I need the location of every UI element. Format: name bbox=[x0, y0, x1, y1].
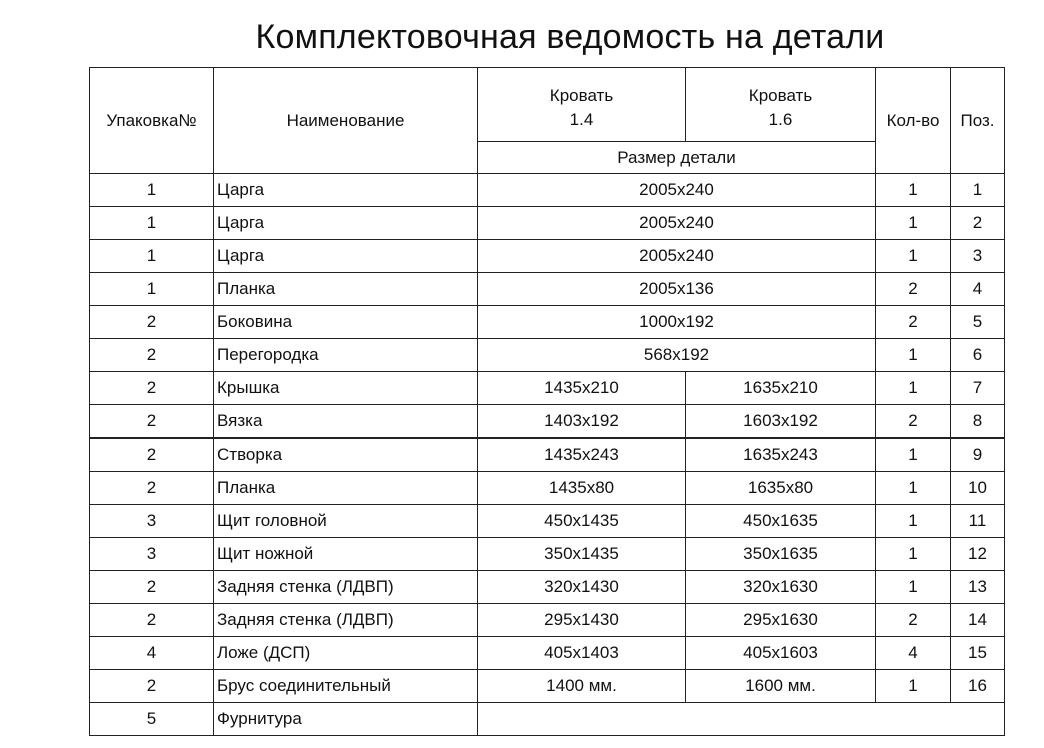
cell-package: 2 bbox=[90, 438, 214, 472]
table-row bbox=[90, 339, 1005, 372]
header-pos: Поз. bbox=[951, 68, 1005, 174]
cell-package: 1 bbox=[90, 174, 214, 207]
cell-size: 2005x240 bbox=[478, 174, 876, 207]
header-qty: Кол-во bbox=[876, 68, 951, 174]
cell-size-1-6: 1603x192 bbox=[686, 405, 876, 439]
cell-pos: 11 bbox=[951, 505, 1005, 538]
cell-size: 568x192 bbox=[478, 339, 876, 372]
cell-name: Вязка bbox=[214, 405, 478, 439]
table-row bbox=[90, 174, 1005, 207]
cell-package: 4 bbox=[90, 637, 214, 670]
table-row bbox=[90, 240, 1005, 273]
cell-size-1-6: 1635x210 bbox=[686, 372, 876, 405]
cell-name: Створка bbox=[214, 438, 478, 472]
cell-size: 1000x192 bbox=[478, 306, 876, 339]
cell-pos: 13 bbox=[951, 571, 1005, 604]
cell-qty: 1 bbox=[876, 538, 951, 571]
parts-table-body bbox=[90, 68, 1005, 736]
cell-qty: 1 bbox=[876, 438, 951, 472]
cell-pos: 6 bbox=[951, 339, 1005, 372]
table-row bbox=[90, 505, 1005, 538]
table-row bbox=[90, 207, 1005, 240]
header-bed-1-4: Кровать 1.4 bbox=[478, 68, 686, 142]
header-package: Упаковка№ bbox=[90, 68, 214, 174]
cell-package: 2 bbox=[90, 571, 214, 604]
cell-name: Ложе (ДСП) bbox=[214, 637, 478, 670]
cell-qty: 1 bbox=[876, 240, 951, 273]
cell-qty: 2 bbox=[876, 306, 951, 339]
table-row bbox=[90, 405, 1005, 439]
cell-pos: 7 bbox=[951, 372, 1005, 405]
cell-pos: 1 bbox=[951, 174, 1005, 207]
cell-size-1-4: 295x1430 bbox=[478, 604, 686, 637]
cell-size-1-6: 450x1635 bbox=[686, 505, 876, 538]
cell-size-1-6: 320x1630 bbox=[686, 571, 876, 604]
table-row bbox=[90, 637, 1005, 670]
cell-pos: 16 bbox=[951, 670, 1005, 703]
cell-qty: 1 bbox=[876, 339, 951, 372]
cell-name: Планка bbox=[214, 273, 478, 306]
cell-size-1-4: 1435x80 bbox=[478, 472, 686, 505]
cell-package: 2 bbox=[90, 306, 214, 339]
cell-qty: 1 bbox=[876, 174, 951, 207]
cell-size-1-4: 1400 мм. bbox=[478, 670, 686, 703]
cell-name: Перегородка bbox=[214, 339, 478, 372]
header-name: Наименование bbox=[214, 68, 478, 174]
cell-qty: 1 bbox=[876, 207, 951, 240]
cell-qty: 1 bbox=[876, 670, 951, 703]
cell-package: 2 bbox=[90, 472, 214, 505]
cell-size: 2005x240 bbox=[478, 240, 876, 273]
cell-name: Щит ножной bbox=[214, 538, 478, 571]
cell-package: 5 bbox=[90, 703, 214, 736]
cell-size-1-6: 405x1603 bbox=[686, 637, 876, 670]
cell-pos: 9 bbox=[951, 438, 1005, 472]
cell-package: 1 bbox=[90, 273, 214, 306]
cell-size-1-4: 350x1435 bbox=[478, 538, 686, 571]
cell-pos: 4 bbox=[951, 273, 1005, 306]
cell-name: Крышка bbox=[214, 372, 478, 405]
table-row bbox=[90, 604, 1005, 637]
cell-qty: 1 bbox=[876, 571, 951, 604]
cell-size-1-6: 295x1630 bbox=[686, 604, 876, 637]
cell-name: Щит головной bbox=[214, 505, 478, 538]
cell-name: Царга bbox=[214, 240, 478, 273]
cell-qty: 1 bbox=[876, 505, 951, 538]
cell-size-1-4: 1435x243 bbox=[478, 438, 686, 472]
cell-package: 2 bbox=[90, 339, 214, 372]
cell-name: Задняя стенка (ЛДВП) bbox=[214, 571, 478, 604]
cell-pos: 12 bbox=[951, 538, 1005, 571]
cell-package: 3 bbox=[90, 505, 214, 538]
cell-package: 1 bbox=[90, 207, 214, 240]
cell-size-1-4: 320x1430 bbox=[478, 571, 686, 604]
table-row bbox=[90, 571, 1005, 604]
cell-size-1-4: 405x1403 bbox=[478, 637, 686, 670]
table-row bbox=[90, 306, 1005, 339]
cell-package: 2 bbox=[90, 604, 214, 637]
cell-package: 2 bbox=[90, 670, 214, 703]
cell-pos: 8 bbox=[951, 405, 1005, 439]
cell-pos: 3 bbox=[951, 240, 1005, 273]
cell-size: 2005x240 bbox=[478, 207, 876, 240]
cell-package: 3 bbox=[90, 538, 214, 571]
cell-name: Боковина bbox=[214, 306, 478, 339]
cell-qty: 1 bbox=[876, 372, 951, 405]
cell-name: Брус соединительный bbox=[214, 670, 478, 703]
cell-pos: 5 bbox=[951, 306, 1005, 339]
cell-qty: 2 bbox=[876, 604, 951, 637]
parts-table bbox=[89, 67, 1005, 736]
cell-size-1-4: 450x1435 bbox=[478, 505, 686, 538]
cell-package: 2 bbox=[90, 405, 214, 439]
cell-size-1-6: 1600 мм. bbox=[686, 670, 876, 703]
cell-pos: 14 bbox=[951, 604, 1005, 637]
cell-size-1-6: 1635x243 bbox=[686, 438, 876, 472]
cell-package: 1 bbox=[90, 240, 214, 273]
table-row bbox=[90, 538, 1005, 571]
header-size: Размер детали bbox=[478, 142, 876, 174]
cell-size: 2005x136 bbox=[478, 273, 876, 306]
cell-name: Царга bbox=[214, 174, 478, 207]
cell-qty: 2 bbox=[876, 405, 951, 439]
cell-size-1-6: 1635x80 bbox=[686, 472, 876, 505]
page-title: Комплектовочная ведомость на детали bbox=[255, 18, 885, 56]
cell-name: Планка bbox=[214, 472, 478, 505]
table-row bbox=[90, 273, 1005, 306]
cell-package: 2 bbox=[90, 372, 214, 405]
cell-name: Задняя стенка (ЛДВП) bbox=[214, 604, 478, 637]
cell-size-1-4: 1403x192 bbox=[478, 405, 686, 439]
table-row bbox=[90, 438, 1005, 472]
cell-empty bbox=[478, 703, 1005, 736]
cell-qty: 4 bbox=[876, 637, 951, 670]
cell-name: Фурнитура bbox=[214, 703, 478, 736]
cell-pos: 15 bbox=[951, 637, 1005, 670]
cell-pos: 2 bbox=[951, 207, 1005, 240]
table-row bbox=[90, 372, 1005, 405]
cell-qty: 1 bbox=[876, 472, 951, 505]
table-row bbox=[90, 472, 1005, 505]
table-row bbox=[90, 703, 1005, 736]
cell-name: Царга bbox=[214, 207, 478, 240]
cell-pos: 10 bbox=[951, 472, 1005, 505]
cell-size-1-6: 350x1635 bbox=[686, 538, 876, 571]
cell-size-1-4: 1435x210 bbox=[478, 372, 686, 405]
header-bed-1-6: Кровать 1.6 bbox=[686, 68, 876, 142]
table-row bbox=[90, 670, 1005, 703]
cell-qty: 2 bbox=[876, 273, 951, 306]
